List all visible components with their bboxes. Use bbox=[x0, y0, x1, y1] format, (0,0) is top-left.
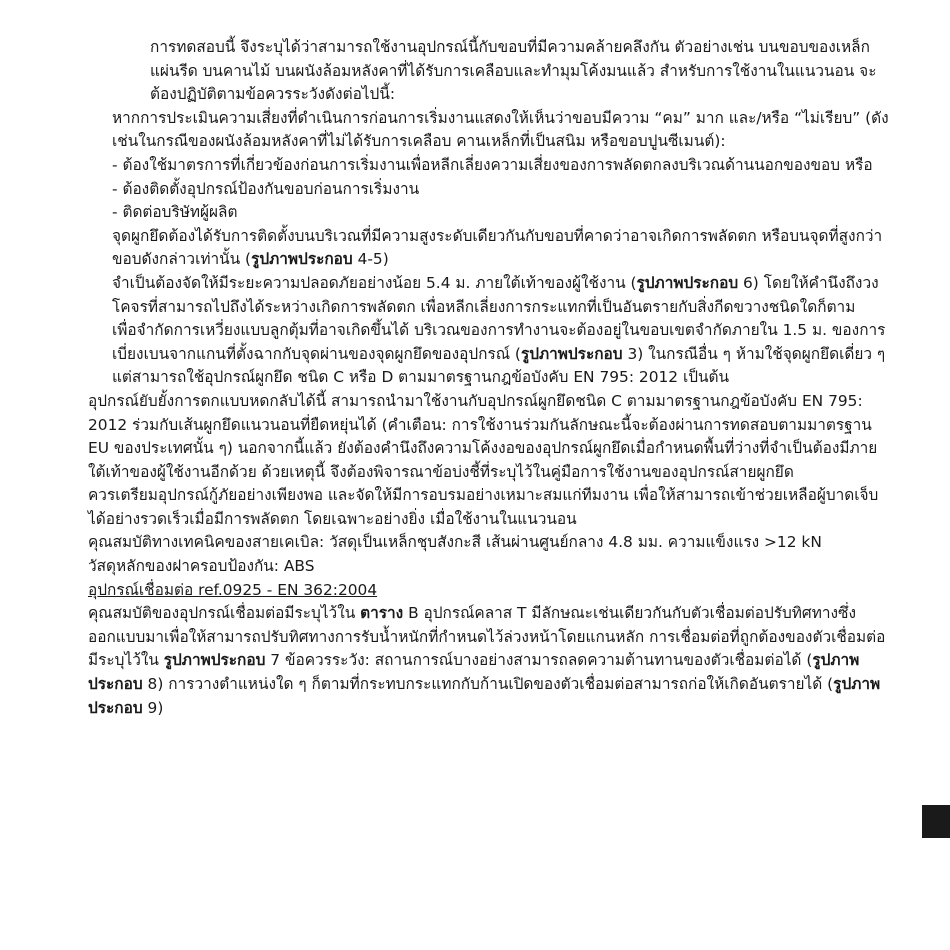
bold-reference: รูปภาพประกอบ bbox=[88, 675, 881, 717]
text-run: - ต้องติดตั้งอุปกรณ์ป้องกันขอบก่อนการเริ่มงาน bbox=[112, 179, 420, 198]
text-run: 4-5) bbox=[352, 250, 389, 269]
text-run: 3) ในกรณีอื่น ๆ ห้ามใช้จุดผูกยึดเดี่ยว ๆ แต่สามารถใช้อุปกรณ์ผูกยึด ชนิด C หรือ D ตามมาตรฐานกฎข้อบังคับ EN 795: 2012 เป็นต้น bbox=[112, 344, 886, 387]
manual-page bbox=[0, 36, 950, 720]
bold-reference: รูปภาพประกอบ bbox=[251, 250, 353, 269]
text-run: หากการประเมินความเสี่ยงที่ดำเนินการก่อนการเริ่มงานแสดงให้เห็นว่าขอบมีความ “คม” มาก และ/หรือ “ไม่เรียบ” (ดังเช่นในกรณีของผนังล้อมหลังคาที่ไม่ได้รับการเคลือบ คานเหล็กที่เป็นสนิม หรือขอบปูนซีเมนต์): bbox=[112, 108, 889, 151]
text-run: B อุปกรณ์คลาส T มีลักษณะเช่นเดียวกันกับตัวเชื่อมต่อปรับทิศทางซึ่งออกแบบมาเพื่อให้สามารถปรับทิศทางการรับน้ำหนักที่กำหนดไว้ล่วงหน้าโดยแกนหลัก การเชื่อมต่อที่ถูกต้องของตัวเชื่อมต่อมีระบุไว้ใน bbox=[88, 604, 886, 670]
text-paragraph bbox=[0, 272, 950, 319]
bold-reference: ตาราง bbox=[360, 604, 404, 623]
section-tab-marker bbox=[922, 805, 950, 838]
text-paragraph bbox=[0, 484, 950, 531]
text-run: วัสดุหลักของฝาครอบป้องกัน: ABS bbox=[88, 557, 315, 576]
text-paragraph bbox=[0, 107, 950, 154]
text-paragraph bbox=[0, 225, 950, 272]
text-run: จำเป็นต้องจัดให้มีระยะความปลอดภัยอย่างน้อย 5.4 ม. ภายใต้เท้าของผู้ใช้งาน ( bbox=[112, 273, 637, 292]
text-run: คุณสมบัติของอุปกรณ์เชื่อมต่อมีระบุไว้ใน bbox=[88, 604, 361, 623]
text-paragraph bbox=[0, 531, 950, 555]
text-run: 6) โดยให้คำนึงถึงวงโคจรที่สามารถไปถึงได้ระหว่างเกิดการพลัดตก เพื่อหลีกเลี่ยงการกระแทกที่เป็นอันตรายกับสิ่งกีดขวางชนิดใดก็ตาม bbox=[112, 273, 879, 316]
bold-reference: รูปภาพประกอบ bbox=[520, 344, 623, 363]
text-run: 7 ข้อควรระวัง: สถานการณ์บางอย่างสามารถลดความต้านทานของตัวเชื่อมต่อได้ ( bbox=[265, 651, 813, 670]
bold-reference: รูปภาพประกอบ bbox=[163, 651, 266, 670]
text-paragraph bbox=[0, 319, 950, 390]
text-run: ควรเตรียมอุปกรณ์กู้ภัยอย่างเพียงพอ และจัดให้มีการอบรมอย่างเหมาะสมแก่ทีมงาน เพื่อให้สามารถเข้าช่วยเหลือผู้บาดเจ็บได้อย่างรวดเร็วเมื่อมีการพลัดตก โดยเฉพาะอย่างยิ่ง เมื่อใช้งานในแนวนอน bbox=[88, 486, 879, 528]
text-run: คุณสมบัติทางเทคนิคของสายเคเบิล: วัสดุเป็นเหล็กชุบสังกะสี เส้นผ่านศูนย์กลาง 4.8 มม. ความแข็งแรง >12 kN bbox=[88, 533, 822, 552]
text-run: 8) การวางตำแหน่งใด ๆ ก็ตามที่กระทบกระแทกกับก้านเปิดของตัวเชื่อมต่อสามารถก่อให้เกิดอันตรายได้ ( bbox=[142, 675, 834, 694]
text-run: อุปกรณ์ยับยั้งการตกแบบหดกลับได้นี้ สามารถนำมาใช้งานกับอุปกรณ์ผูกยึดชนิด C ตามมาตรฐานกฎข้อบังคับ EN 795: 2012 ร่วมกับเส้นผูกยึดแนวนอนที่ยืดหยุ่นได้ (คำเตือน: การใช้งานร่วมกันลักษณะนี้จะต้องผ่านการทดสอบตามมาตรฐาน EU ของประเทศนั้น ๆ) นอกจากนี้แล้ว ยังต้องคำนึงถึงความโค้งงอของอุปกรณ์ผูกยึดเมื่อกำหนดพื้นที่ว่างที่จำเป็นต้องมีภายใต้เท้าของผู้ใช้งานอีกด้วย ด้วยเหตุนี้ จึงต้องพิจารณาข้อบ่งชี้ที่ระบุไว้ในคู่มือการใช้งานของอุปกรณ์สายผูกยึด bbox=[88, 391, 878, 481]
text-paragraph bbox=[0, 602, 950, 720]
text-run: - ต้องใช้มาตรการที่เกี่ยวข้องก่อนการเริ่มงานเพื่อหลีกเลี่ยงความเสี่ยงของการพลัดตกลงบริเวณด้านนอกของขอบ หรือ bbox=[112, 155, 873, 174]
text-paragraph bbox=[0, 579, 950, 603]
text-paragraph bbox=[0, 390, 950, 484]
text-paragraph bbox=[0, 201, 950, 225]
text-paragraph bbox=[0, 555, 950, 579]
text-paragraph bbox=[0, 154, 950, 178]
text-run: - ติดต่อบริษัทผู้ผลิต bbox=[112, 203, 238, 222]
text-paragraph bbox=[0, 178, 950, 202]
text-run: จุดผูกยึดต้องได้รับการติดตั้งบนบริเวณที่มีความสูงระดับเดียวกันกับขอบที่คาดว่าอาจเกิดการพลัดตก หรือบนจุดที่สูงกว่าขอบดังกล่าวเท่านั้น ( bbox=[112, 226, 883, 269]
text-paragraph bbox=[0, 36, 950, 107]
text-run: 9) bbox=[142, 698, 164, 717]
text-run: การทดสอบนี้ จึงระบุได้ว่าสามารถใช้งานอุปกรณ์นี้กับขอบที่มีความคล้ายคลึงกัน ตัวอย่างเช่น บนขอบของเหล็กแผ่นรีด บนคานไม้ บนผนังล้อมหลังคาที่ได้รับการเคลือบและทำมุมโค้งมนแล้ว สำหรับการใช้งานในแนวนอน จะต้องปฏิบัติตามข้อควรระวังดังต่อไปนี้: bbox=[150, 38, 877, 104]
bold-reference: รูปภาพประกอบ bbox=[88, 651, 860, 694]
section-heading: อุปกรณ์เชื่อมต่อ ref.0925 - EN 362:2004 bbox=[88, 580, 378, 599]
bold-reference: รูปภาพประกอบ bbox=[636, 273, 739, 292]
text-run: เพื่อจำกัดการเหวี่ยงแบบลูกตุ้มที่อาจเกิดขึ้นได้ บริเวณของการทำงานจะต้องอยู่ในขอบเขตจำกัดภายใน 1.5 ม. ของการเบี่ยงเบนจากแกนที่ตั้งฉากกับจุดผ่านของจุดผูกยึดของอุปกรณ์ ( bbox=[112, 321, 886, 363]
